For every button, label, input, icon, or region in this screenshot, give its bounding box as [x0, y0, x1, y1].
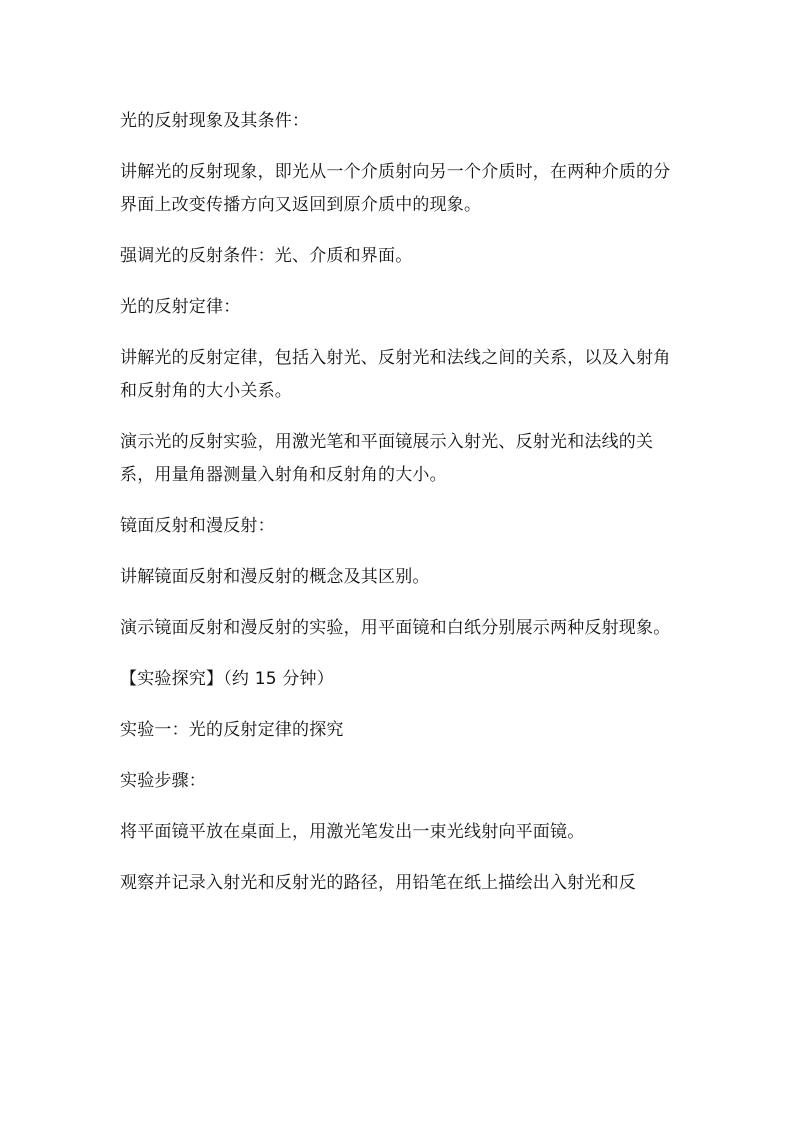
paragraph-experiment-steps-heading: 实验步骤：	[120, 771, 206, 791]
paragraph-gap	[120, 747, 680, 765]
paragraph-gap	[120, 849, 680, 867]
paragraph-reflection-phenomenon-heading: 光的反射现象及其条件：	[120, 111, 310, 131]
document-content	[120, 105, 680, 900]
paragraph-reflection-law-heading: 光的反射定律：	[120, 297, 241, 317]
paragraph-gap	[120, 138, 680, 156]
paragraph-gap	[120, 222, 680, 240]
paragraph-gap	[120, 492, 680, 510]
paragraph-gap	[120, 543, 680, 561]
paragraph-experiment-section: 【实验探究】（约 15 分钟）	[120, 669, 334, 689]
paragraph-gap	[120, 408, 680, 426]
paragraph-experiment-one-title: 实验一：光的反射定律的探究	[120, 720, 344, 740]
paragraph-specular-diffuse-explain: 讲解镜面反射和漫反射的概念及其区别。	[120, 567, 430, 587]
paragraph-specular-diffuse-heading: 镜面反射和漫反射：	[120, 516, 275, 536]
paragraph-reflection-conditions: 强调光的反射条件：光、介质和界面。	[120, 246, 413, 266]
paragraph-gap	[120, 273, 680, 291]
paragraph-reflection-demo: 演示光的反射实验，用激光笔和平面镜展示入射光、反射光和法线的关系，用量角器测量入射角和反射角的大小。	[120, 432, 654, 485]
paragraph-specular-diffuse-demo: 演示镜面反射和漫反射的实验，用平面镜和白纸分别展示两种反射现象。	[120, 618, 671, 638]
paragraph-gap	[120, 798, 680, 816]
paragraph-gap	[120, 645, 680, 663]
paragraph-step-two: 观察并记录入射光和反射光的路径，用铅笔在纸上描绘出入射光和反	[120, 873, 636, 893]
paragraph-reflection-law-explain: 讲解光的反射定律，包括入射光、反射光和法线之间的关系，以及入射角和反射角的大小关系。	[120, 348, 671, 401]
paragraph-gap	[120, 324, 680, 342]
paragraph-gap	[120, 594, 680, 612]
paragraph-step-one: 将平面镜平放在桌面上，用激光笔发出一束光线射向平面镜。	[120, 822, 585, 842]
paragraph-gap	[120, 696, 680, 714]
paragraph-reflection-phenomenon-explain: 讲解光的反射现象，即光从一个介质射向另一个介质时，在两种介质的分界面上改变传播方向又返回到原介质中的现象。	[120, 162, 671, 215]
